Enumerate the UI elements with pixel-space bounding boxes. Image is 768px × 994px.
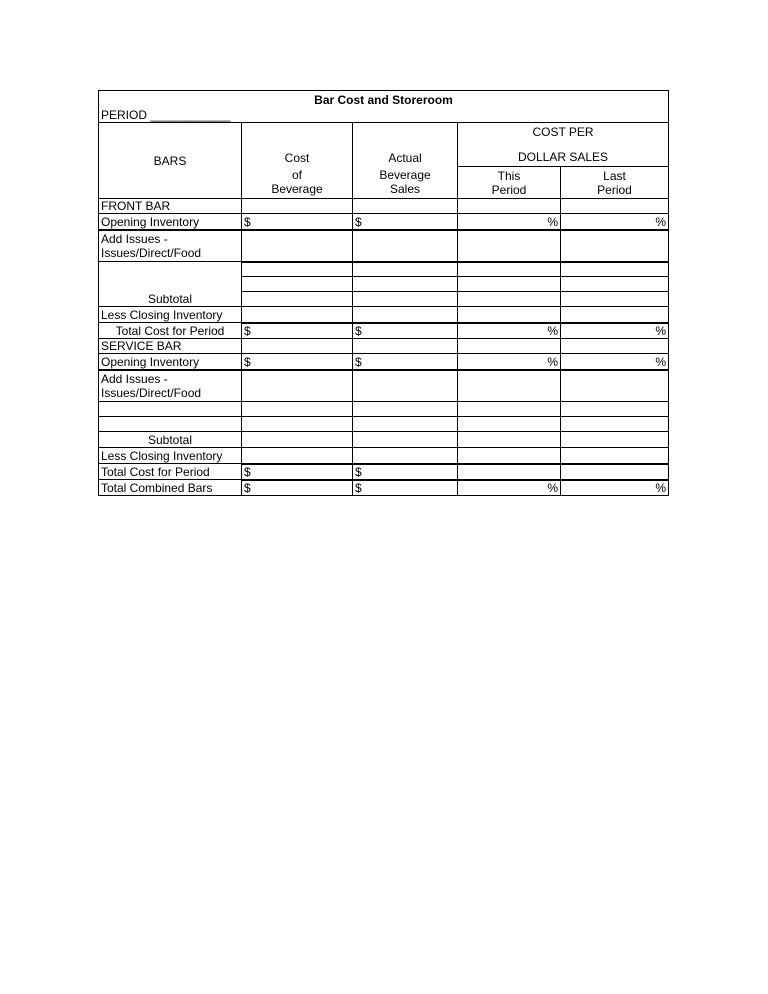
cost-header-line1: Cost	[242, 123, 353, 167]
total-combined-sales-input[interactable]	[353, 480, 458, 496]
dollar-sign: $	[355, 324, 362, 338]
service-opening-inventory-label: Opening Inventory	[99, 354, 242, 370]
front-bar-header-this-cell	[458, 199, 561, 214]
service-bar-header-cost-cell	[242, 339, 353, 354]
service-total-sales-input[interactable]	[353, 464, 458, 480]
dollar-sign: $	[355, 464, 362, 479]
service-opening-this-period-input[interactable]	[458, 354, 561, 370]
front-less-closing-cost-input[interactable]	[242, 307, 353, 323]
front-opening-cost-input[interactable]	[242, 214, 353, 230]
actual-header-line1: Actual	[353, 123, 458, 167]
this-period-line2: Period	[491, 182, 527, 197]
percent-sign: %	[655, 324, 667, 338]
front-add-issues-sales-input[interactable]	[353, 230, 458, 262]
actual-header-line2: Beverage	[379, 168, 431, 183]
form-title: Bar Cost and Storeroom	[99, 91, 669, 107]
service-subtotal-cost-input[interactable]	[242, 432, 353, 448]
front-add-issues-this-input[interactable]	[458, 230, 561, 262]
service-subtotal-this-input[interactable]	[458, 432, 561, 448]
last-period-header	[561, 167, 669, 199]
dollar-sign: $	[355, 214, 362, 229]
front-blank-2-sales[interactable]	[353, 277, 458, 292]
percent-sign: %	[547, 214, 558, 229]
service-bar-header-sales-cell	[353, 339, 458, 354]
front-opening-inventory-label: Opening Inventory	[99, 214, 242, 230]
service-add-issues-line2: Issues/Direct/Food	[101, 385, 202, 400]
service-total-this-input[interactable]	[458, 464, 561, 480]
percent-sign: %	[547, 481, 558, 495]
front-less-closing-label: Less Closing Inventory	[99, 307, 242, 323]
service-opening-sales-input[interactable]	[353, 354, 458, 370]
front-blank-2-this[interactable]	[458, 277, 561, 292]
service-less-closing-sales-input[interactable]	[353, 448, 458, 464]
last-period-line1: Last	[603, 168, 626, 183]
service-total-last-input[interactable]	[561, 464, 669, 480]
front-add-issues-last-input[interactable]	[561, 230, 669, 262]
period-label[interactable]: PERIOD ____________	[99, 107, 669, 123]
front-add-issues-line1: Add Issues -	[101, 231, 168, 246]
front-subtotal-last-input[interactable]	[561, 292, 669, 307]
total-combined-cost-input[interactable]	[242, 480, 353, 496]
actual-header-lines	[353, 167, 458, 199]
service-blank-1-this[interactable]	[458, 402, 561, 417]
front-total-cost-input[interactable]	[242, 323, 353, 339]
bars-header	[99, 123, 242, 199]
front-blank-1-last[interactable]	[561, 262, 669, 277]
service-add-issues-last-input[interactable]	[561, 370, 669, 402]
dollar-sign: $	[355, 481, 362, 495]
last-period-line2: Period	[597, 182, 632, 197]
percent-sign: %	[655, 214, 667, 229]
percent-sign: %	[655, 354, 667, 369]
front-total-sales-input[interactable]	[353, 323, 458, 339]
total-combined-last-period-input[interactable]	[561, 480, 669, 496]
front-blank-1-cost[interactable]	[242, 262, 353, 277]
front-blank-2-cost[interactable]	[242, 277, 353, 292]
service-add-issues-label	[99, 370, 242, 402]
front-less-closing-sales-input[interactable]	[353, 307, 458, 323]
service-blank-1-sales[interactable]	[353, 402, 458, 417]
front-bar-header-cost-cell	[242, 199, 353, 214]
service-less-closing-last-input[interactable]	[561, 448, 669, 464]
cost-per-header-line2: DOLLAR SALES	[458, 139, 669, 167]
service-blank-2-sales[interactable]	[353, 417, 458, 432]
service-blank-1-cost[interactable]	[242, 402, 353, 417]
front-opening-last-period-input[interactable]	[561, 214, 669, 230]
this-period-line1: This	[497, 168, 521, 183]
front-blank-1-this[interactable]	[458, 262, 561, 277]
front-bar-header-last-cell	[561, 199, 669, 214]
dollar-sign: $	[244, 481, 251, 495]
total-combined-this-period-input[interactable]	[458, 480, 561, 496]
service-bar-header-last-cell	[561, 339, 669, 354]
front-subtotal-cost-input[interactable]	[242, 292, 353, 307]
front-less-closing-last-input[interactable]	[561, 307, 669, 323]
service-total-cost-input[interactable]	[242, 464, 353, 480]
front-add-issues-label	[99, 230, 242, 262]
dollar-sign: $	[355, 354, 362, 369]
dollar-sign: $	[244, 324, 251, 338]
front-blank-2-last[interactable]	[561, 277, 669, 292]
front-bar-section-label: FRONT BAR	[99, 199, 242, 214]
dollar-sign: $	[244, 464, 251, 479]
service-less-closing-cost-input[interactable]	[242, 448, 353, 464]
service-blank-2-cost[interactable]	[242, 417, 353, 432]
service-opening-last-period-input[interactable]	[561, 354, 669, 370]
dollar-sign: $	[244, 214, 251, 229]
service-blank-1-label	[99, 402, 242, 417]
service-blank-2-last[interactable]	[561, 417, 669, 432]
service-blank-1-last[interactable]	[561, 402, 669, 417]
percent-sign: %	[547, 324, 558, 338]
service-blank-2-label	[99, 417, 242, 432]
actual-header-line3: Sales	[389, 182, 421, 197]
front-total-last-period-input[interactable]	[561, 323, 669, 339]
service-add-issues-sales-input[interactable]	[353, 370, 458, 402]
service-add-issues-line1: Add Issues -	[101, 371, 168, 386]
front-blank-1-sales[interactable]	[353, 262, 458, 277]
this-period-header	[458, 167, 561, 199]
front-subtotal-this-input[interactable]	[458, 292, 561, 307]
service-total-cost-label: Total Cost for Period	[99, 464, 242, 480]
service-less-closing-this-input[interactable]	[458, 448, 561, 464]
service-add-issues-this-input[interactable]	[458, 370, 561, 402]
front-bar-header-sales-cell	[353, 199, 458, 214]
front-opening-this-period-input[interactable]	[458, 214, 561, 230]
service-blank-2-this[interactable]	[458, 417, 561, 432]
service-subtotal-last-input[interactable]	[561, 432, 669, 448]
front-add-issues-line2: Issues/Direct/Food	[101, 245, 202, 260]
service-less-closing-label: Less Closing Inventory	[99, 448, 242, 464]
service-bar-header-this-cell	[458, 339, 561, 354]
cost-header-line3: Beverage	[271, 182, 323, 197]
front-add-issues-cost-input[interactable]	[242, 230, 353, 262]
front-total-this-period-input[interactable]	[458, 323, 561, 339]
cost-per-header-line1: COST PER	[458, 123, 669, 139]
front-total-cost-label: Total Cost for Period	[99, 323, 242, 339]
bars-header-label: BARS	[153, 153, 187, 168]
front-less-closing-this-input[interactable]	[458, 307, 561, 323]
dollar-sign: $	[244, 354, 251, 369]
cost-header-line2: of	[291, 168, 302, 183]
service-subtotal-sales-input[interactable]	[353, 432, 458, 448]
service-add-issues-cost-input[interactable]	[242, 370, 353, 402]
total-combined-bars-label: Total Combined Bars	[99, 480, 242, 496]
service-opening-cost-input[interactable]	[242, 354, 353, 370]
bar-cost-storeroom-form	[98, 90, 669, 496]
cost-header-lines	[242, 167, 353, 199]
service-subtotal-label: Subtotal	[99, 432, 242, 448]
front-subtotal-label: Subtotal	[99, 262, 242, 307]
front-subtotal-sales-input[interactable]	[353, 292, 458, 307]
service-bar-section-label: SERVICE BAR	[99, 339, 242, 354]
front-opening-sales-input[interactable]	[353, 214, 458, 230]
percent-sign: %	[547, 354, 558, 369]
percent-sign: %	[655, 481, 667, 495]
